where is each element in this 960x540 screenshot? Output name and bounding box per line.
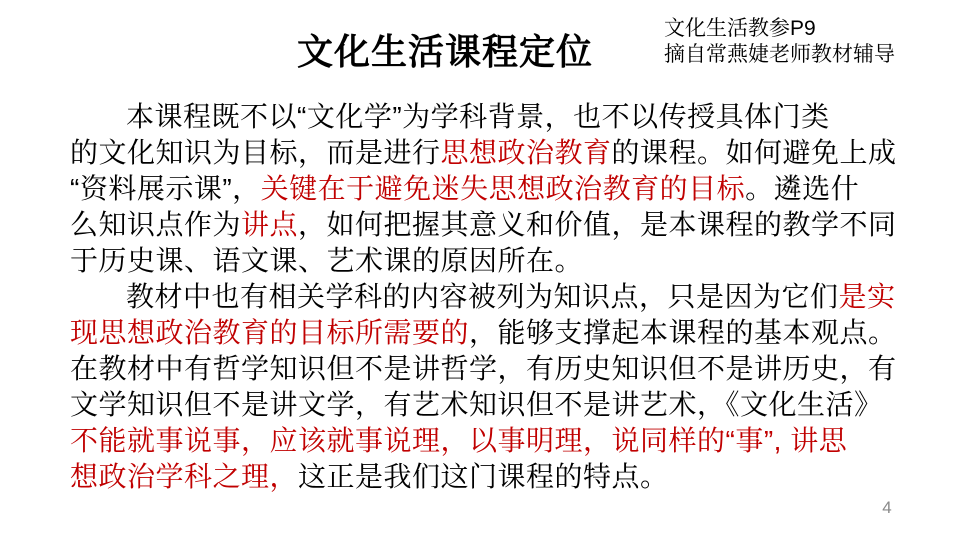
body-text-segment: “资料展示课”， xyxy=(70,173,261,204)
red-emphasis-text: 思想政治教育 xyxy=(440,137,612,168)
text-line xyxy=(70,99,902,135)
source-note-line2: 摘自常燕婕老师教材辅导 xyxy=(664,43,895,66)
body-text-segment: 么知识点作为 xyxy=(70,209,242,240)
body-text-segment: 文学知识但不是讲文学，有艺术知识但不是讲艺术，《文化生活》 xyxy=(70,389,883,420)
red-emphasis-text: 想政治学科之理， xyxy=(70,461,299,492)
body-text xyxy=(70,99,902,495)
source-note-line1: 文化生活教参P9 xyxy=(664,17,816,40)
text-line xyxy=(70,423,902,459)
body-text-segment: 的课程。如何避免上成 xyxy=(611,137,897,168)
text-line xyxy=(70,351,902,387)
red-emphasis-text: 是实 xyxy=(838,281,896,312)
body-text-segment: 。遴选什 xyxy=(745,173,860,204)
red-emphasis-text: 不能就事说事，应该就事说理，以事明理，说同样的“事”, 讲思 xyxy=(70,425,848,456)
body-text-segment: ，能够支撑起本课程的基本观点。 xyxy=(469,317,897,348)
page-number: 4 xyxy=(882,498,892,517)
body-text-segment: 的文化知识为目标，而是进行 xyxy=(70,137,441,168)
body-text-segment: 这正是我们这门课程的特点。 xyxy=(298,461,669,492)
text-line xyxy=(70,315,902,351)
body-text-segment: 教材中也有相关学科的内容被列为知识点，只是因为它们 xyxy=(126,281,839,312)
red-emphasis-text: 关键在于避免迷失思想政治教育的目标 xyxy=(260,173,746,204)
body-text-segment: ，如何把握其意义和价值，是本课程的教学不同 xyxy=(298,209,897,240)
body-text-segment: 本课程既不以“文化学”为学科背景，也不以传授具体门类 xyxy=(126,101,830,132)
text-line xyxy=(70,171,902,207)
text-line xyxy=(70,243,902,279)
source-note xyxy=(664,16,954,68)
text-line xyxy=(70,207,902,243)
body-text-segment: 于历史课、语文课、艺术课的原因所在。 xyxy=(70,245,584,276)
page-title: 文化生活课程定位 xyxy=(296,31,593,72)
text-line xyxy=(70,387,902,423)
text-line xyxy=(70,279,902,315)
body-text-segment: 在教材中有哲学知识但不是讲哲学，有历史知识但不是讲历史，有 xyxy=(70,353,897,384)
red-emphasis-text: 现思想政治教育的目标所需要的 xyxy=(70,317,470,348)
text-line xyxy=(70,459,902,495)
red-emphasis-text: 讲点 xyxy=(241,209,299,240)
text-line xyxy=(70,135,902,171)
